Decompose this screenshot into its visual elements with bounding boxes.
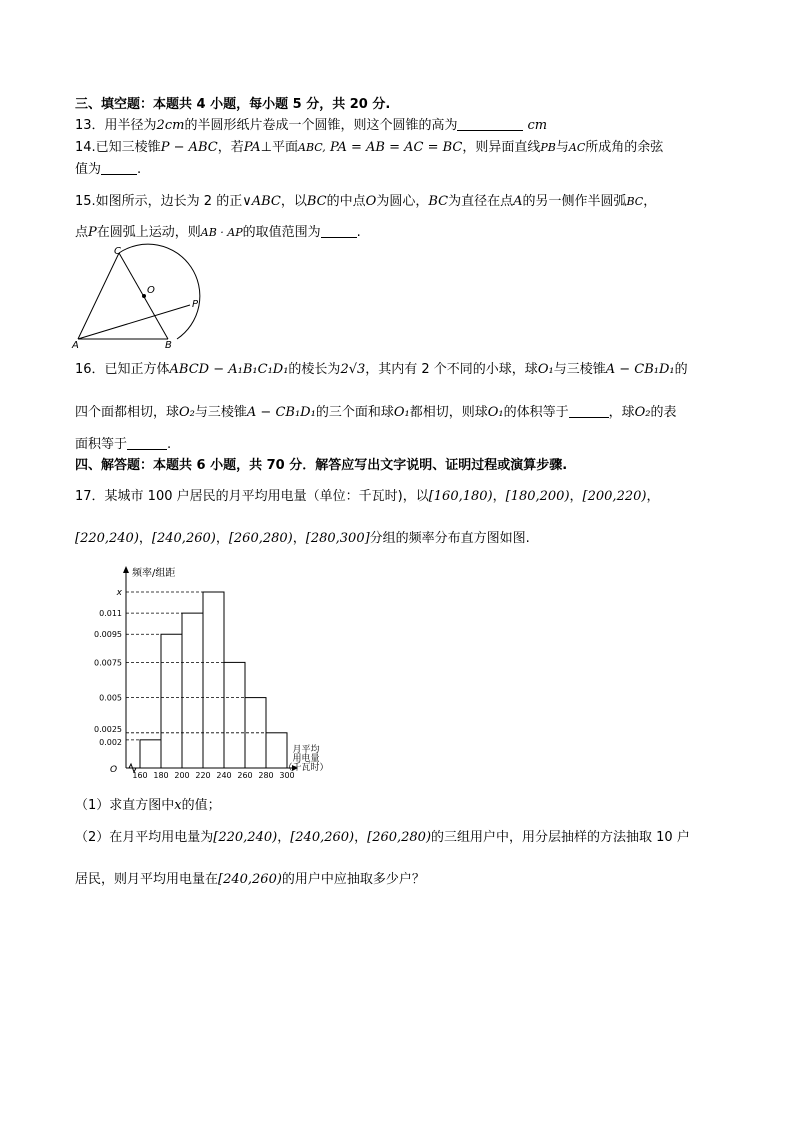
- question-17-line-2: [75, 530, 530, 548]
- label-p: P: [192, 299, 199, 310]
- q15-math: BC: [626, 195, 644, 208]
- q14-math: AC: [568, 141, 586, 154]
- q13-answer-blank: [457, 118, 523, 131]
- q15-text: ，以: [280, 194, 307, 209]
- q15-text: 为圆心，: [376, 194, 429, 209]
- q15-text: 为直径在点: [448, 194, 514, 209]
- x-tick-label: 260: [237, 771, 253, 780]
- q15-figure: [70, 243, 210, 348]
- question-16-line-1: [75, 361, 688, 379]
- q16-text: ，其内有 2 个不同的小球，球: [365, 362, 538, 377]
- q14-math: ABC,: [298, 141, 326, 154]
- q17-text: ，: [215, 531, 229, 546]
- q16-math: O₁: [537, 362, 554, 377]
- x-tick-label: 280: [258, 771, 274, 780]
- q15-math: ∨ABC: [242, 194, 281, 209]
- y-tick-label: 0.002: [99, 737, 122, 747]
- histogram-bar: [203, 592, 224, 768]
- label-o: O: [147, 285, 155, 296]
- q15-math: A: [513, 194, 523, 209]
- q17-text: 17．某城市 100 户居民的月平均用电量（单位：千瓦时)，以: [75, 489, 429, 504]
- q16-math: ABCD − A₁B₁C₁D₁: [169, 362, 289, 377]
- q16-math: O₁: [393, 405, 410, 420]
- q16-math: A − CB₁D₁: [605, 362, 675, 377]
- question-17-line-1: [75, 488, 659, 506]
- q16-text: 的三个面和球: [315, 405, 394, 420]
- q17-text: ，: [646, 489, 660, 504]
- question-17-part-2-cont: [75, 871, 425, 889]
- q16-math: A − CB₁D₁: [246, 405, 316, 420]
- q15-text: 的中点: [326, 194, 366, 209]
- y-tick-label: 0.011: [99, 609, 122, 619]
- q16-math: O₂: [634, 405, 651, 420]
- label-a: A: [72, 340, 79, 348]
- q14-math: PB: [540, 141, 556, 154]
- q15-math: O: [365, 194, 377, 209]
- y-tick-label: 0.005: [99, 693, 122, 703]
- q14-math: P − ABC: [160, 140, 218, 155]
- q17-text: ，: [354, 830, 368, 845]
- q16-text: 16．已知正方体: [75, 362, 170, 377]
- histogram-bar: [224, 662, 245, 768]
- q16-text: 都相切，则球: [409, 405, 488, 420]
- y-tick-label: 0.0095: [94, 630, 122, 640]
- q17-text: ，: [492, 489, 506, 504]
- q13-text-a: 13．用半径为: [75, 118, 157, 133]
- y-tick-label: 0.0075: [94, 658, 122, 668]
- q16-text: 面积等于: [75, 437, 128, 452]
- q14-text: ，则异面直线: [462, 140, 541, 155]
- q15-text: ，: [643, 194, 657, 209]
- segment-ac: [78, 253, 119, 339]
- q15-text: 的取值范围为: [242, 225, 321, 240]
- q17-interval: [220,240): [75, 531, 139, 546]
- question-14-line-2: 值为 .: [75, 162, 142, 177]
- q13-text-b: 的半圆形纸片卷成一个圆锥，则这个圆锥的高为: [184, 118, 458, 133]
- histogram-bar: [161, 634, 182, 768]
- q15-math: BC: [428, 194, 449, 209]
- question-17-part-1: [75, 797, 221, 815]
- q15-text: 在圆弧上运动，则: [96, 225, 201, 240]
- q13-unit: cm: [527, 118, 548, 133]
- x-tick-label: 300: [279, 771, 295, 780]
- q14-text: ，若: [217, 140, 244, 155]
- q14-text: 所成角的余弦: [585, 140, 664, 155]
- label-c: C: [114, 246, 121, 257]
- q14-answer-blank: [101, 162, 137, 175]
- x-tick-label: 180: [153, 771, 169, 780]
- question-15-line-2: [75, 224, 361, 242]
- question-13: [75, 117, 547, 135]
- q17-text: ，: [277, 830, 291, 845]
- q17-interval: [200,220): [582, 489, 647, 504]
- q14-math: PA = AB = AC = BC: [329, 140, 463, 155]
- q17-text: ，: [569, 489, 583, 504]
- q17-text: （2）在月平均用电量为: [75, 830, 214, 845]
- q17-interval: [240,260): [151, 531, 216, 546]
- y-axis-label: 频率/组距: [132, 568, 176, 579]
- q16-volume-blank: [569, 405, 609, 418]
- q13-radius: 2cm: [156, 118, 185, 133]
- y-tick-label: x: [116, 588, 122, 598]
- section-4-heading: 四、解答题：本题共 6 小题，共 70 分．解答应写出文字说明、证明过程或演算步骤.: [75, 458, 568, 473]
- q15-text: 的另一侧作半圆弧: [522, 194, 627, 209]
- q14-text: 14.已知三棱锥: [75, 140, 161, 155]
- q17-interval: [220,240): [213, 830, 278, 845]
- origin-label: O: [110, 765, 118, 775]
- q15-math: BC: [306, 194, 327, 209]
- x-axis-label: （千瓦时）: [283, 763, 329, 773]
- q17-interval: [240,260): [218, 872, 282, 887]
- q16-text: 的体积等于: [503, 405, 569, 420]
- q17-text: 的值；: [181, 798, 221, 813]
- q17-text: ，: [292, 531, 306, 546]
- q15-text: 15.如图所示，边长为 2 的正: [75, 194, 243, 209]
- question-14-line-1: [75, 139, 663, 157]
- q17-interval: [260,280): [228, 531, 293, 546]
- question-15-line-1: [75, 193, 656, 211]
- q14-text: 与: [555, 140, 569, 155]
- q16-text: 与三棱锥: [553, 362, 606, 377]
- q15-math: P: [88, 225, 97, 240]
- q16-text: ，球: [608, 405, 635, 420]
- x-tick-label: 220: [195, 771, 211, 780]
- q15-text: 点: [75, 225, 89, 240]
- q15-answer-blank: [321, 225, 357, 238]
- q14-math: PA: [243, 140, 261, 155]
- y-axis-arrow: [123, 566, 129, 573]
- q16-text: 的表: [650, 405, 677, 420]
- q17-interval: [180,200): [505, 489, 570, 504]
- q17-text: 的三组用户中，用分层抽样的方法抽取 10 户: [431, 830, 690, 845]
- q16-text: .: [167, 437, 172, 452]
- x-axis-label: 月平均: [292, 745, 320, 755]
- q16-text: 的: [674, 362, 688, 377]
- q17-interval: [260,280): [367, 830, 432, 845]
- x-tick-label: 240: [216, 771, 232, 780]
- q17-text: ，: [138, 531, 152, 546]
- question-16-line-3: [75, 436, 171, 454]
- q17-interval: [160,180): [428, 489, 493, 504]
- q17-text: 分组的频率分布直方图如图.: [369, 531, 530, 546]
- x-tick-label: 200: [174, 771, 190, 780]
- q15-math: AB · AP: [200, 226, 243, 239]
- q15-text: .: [356, 225, 361, 240]
- q17-text: 居民，则月平均用电量在: [75, 872, 219, 887]
- q16-text: 与三棱锥: [194, 405, 247, 420]
- q17-text: 的用户中应抽取多少户？: [281, 872, 425, 887]
- frequency-histogram: [70, 562, 350, 784]
- q16-math: O₂: [179, 405, 195, 420]
- segment-ap: [78, 305, 190, 339]
- q17-math: x: [174, 798, 182, 813]
- q16-area-blank: [127, 437, 167, 450]
- q17-text: （1）求直方图中: [75, 798, 175, 813]
- q14-text: 值为: [75, 162, 102, 177]
- question-16-line-2: [75, 404, 677, 422]
- question-17-part-2: [75, 829, 690, 847]
- center-point-o: [142, 294, 146, 298]
- q17-interval: [240,260): [290, 830, 355, 845]
- q16-text: 的棱长为: [288, 362, 341, 377]
- q14-text: ⊥平面: [260, 140, 299, 155]
- q16-text: 四个面都相切，球: [75, 405, 180, 420]
- histogram-bar: [140, 740, 161, 768]
- x-axis-label: 用电量: [292, 754, 320, 764]
- y-tick-label: 0.0025: [94, 724, 122, 734]
- label-b: B: [165, 340, 172, 348]
- x-tick-label: 160: [132, 771, 148, 780]
- section-3-heading: 三、填空题：本题共 4 小题，每小题 5 分，共 20 分.: [75, 97, 391, 112]
- q17-interval: [280,300]: [305, 531, 370, 546]
- q16-math: 2√3: [340, 362, 366, 377]
- q16-math: O₁: [487, 405, 504, 420]
- histogram-bar: [182, 613, 203, 768]
